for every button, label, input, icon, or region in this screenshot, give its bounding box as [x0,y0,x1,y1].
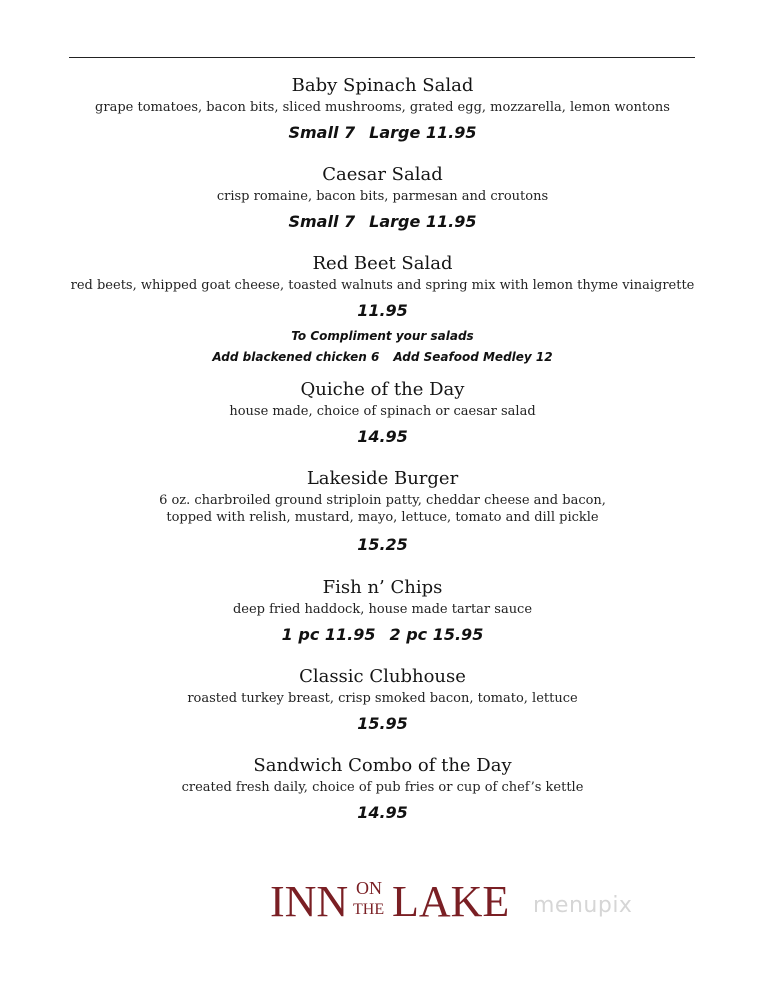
menu-item [0,467,765,556]
item-name: Classic Clubhouse [299,666,466,687]
price-large: Large 11.95 [369,123,477,142]
item-description: created fresh daily, choice of pub fries or cup of chef’s kettle [181,780,584,795]
logo-on-text: ON [356,878,382,898]
item-description-line-2: topped with relish, mustard, mayo, lettuce, tomato and dill pickle [166,510,599,525]
item-price: 15.25 [357,535,408,554]
price-small: Small 7 [288,212,356,231]
item-description: crisp romaine, bacon bits, parmesan and croutons [216,189,549,204]
item-price [0,122,765,144]
menu-item [0,378,765,448]
item-description: 6 oz. charbroiled ground striploin patty, cheddar cheese and bacon, [159,493,606,508]
price-small: Small 7 [288,123,356,142]
addon-options [0,348,765,366]
item-description: roasted turkey breast, crisp smoked bacon, tomato, lettuce [187,691,578,706]
top-divider [69,57,695,58]
price-large: Large 11.95 [369,212,477,231]
menu-item [0,74,765,144]
item-name: Fish n’ Chips [322,577,443,598]
menu-item [0,576,765,646]
item-description: deep fried haddock, house made tartar sauce [232,602,533,617]
item-description: red beets, whipped goat cheese, toasted walnuts and spring mix with lemon thyme vinaigrette [70,278,695,293]
menu-item [0,754,765,824]
item-price: 15.95 [357,714,408,733]
logo-inn-text: INN [270,877,349,926]
item-name: Caesar Salad [322,164,443,185]
item-name: Red Beet Salad [312,253,453,274]
addon-chicken: Add blackened chicken 6 [212,350,380,364]
item-price: 11.95 [357,301,408,320]
item-name: Quiche of the Day [300,379,465,400]
addon-heading: To Compliment your salads [291,329,474,343]
menu-list [0,74,765,824]
menu-item [0,252,765,322]
item-price [0,211,765,233]
price-two-piece: 2 pc 15.95 [389,625,484,644]
item-price [0,624,765,646]
logo-the-text: THE [353,901,385,918]
inn-on-the-lake-logo [270,876,510,926]
menu-item [0,665,765,735]
item-price: 14.95 [357,803,408,822]
item-name: Sandwich Combo of the Day [253,755,512,776]
item-description: grape tomatoes, bacon bits, sliced mushrooms, grated egg, mozzarella, lemon wontons [95,100,670,115]
item-name: Lakeside Burger [306,468,459,489]
menupix-watermark: menupix [533,893,633,918]
menu-item [0,163,765,233]
item-price: 14.95 [357,427,408,446]
price-one-piece: 1 pc 11.95 [281,625,376,644]
logo-lake-text: LAKE [392,877,510,926]
addon-seafood: Add Seafood Medley 12 [393,350,553,364]
item-name: Baby Spinach Salad [291,75,474,96]
item-description: house made, choice of spinach or caesar salad [229,404,536,419]
